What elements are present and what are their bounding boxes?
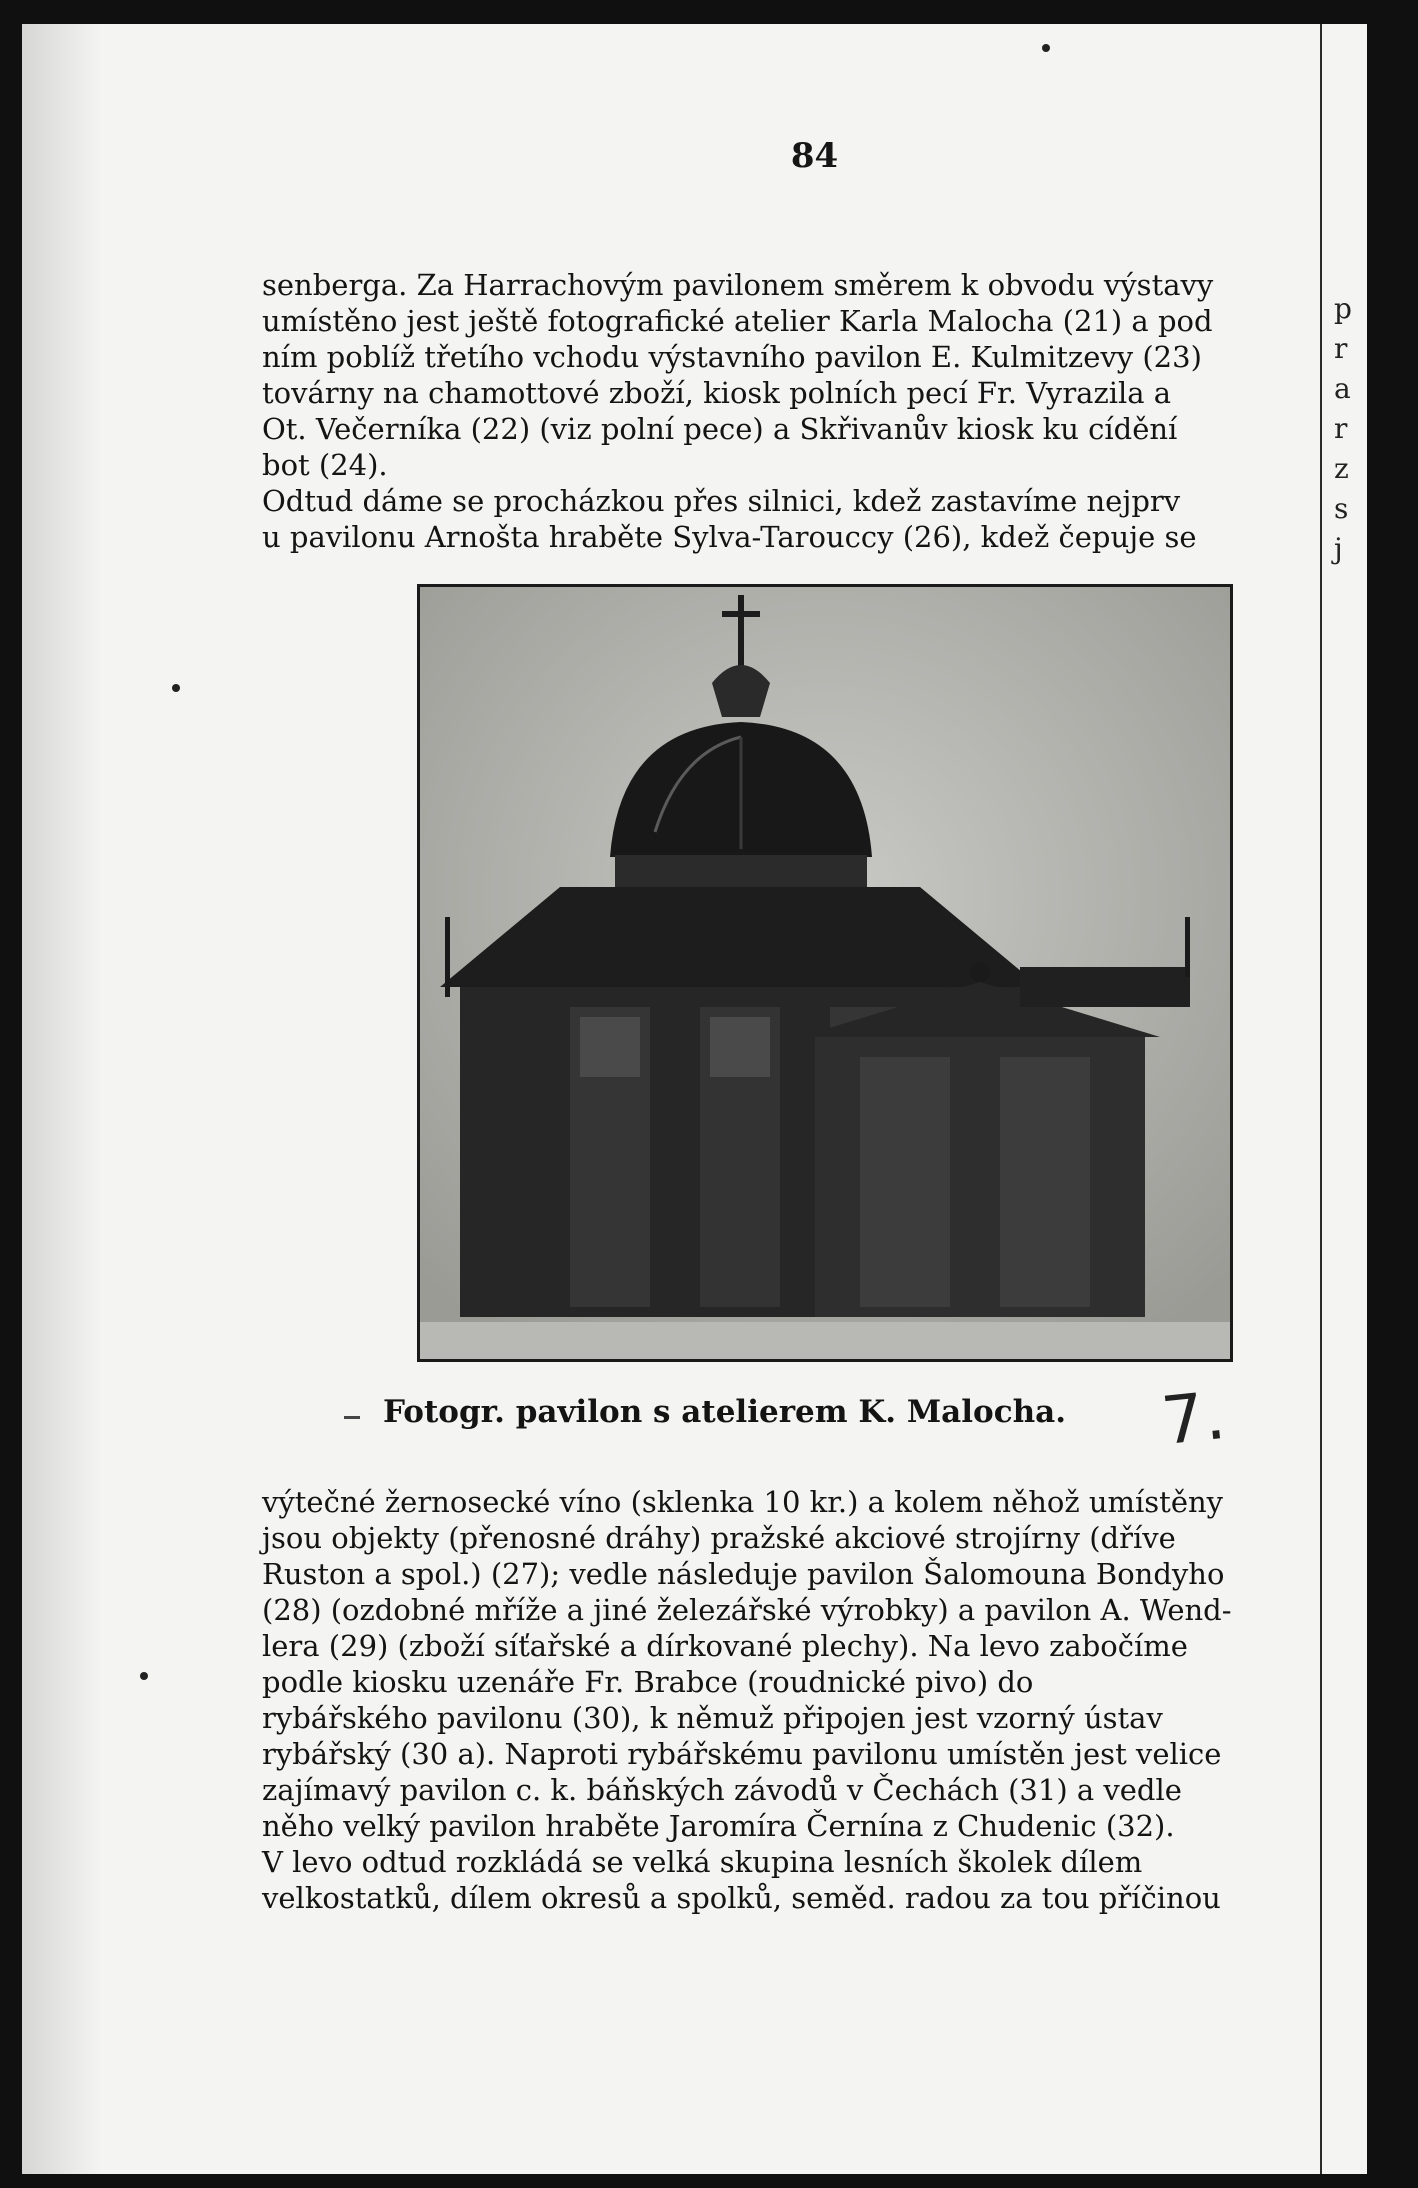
margin-dot	[140, 1672, 148, 1680]
page-number: 84	[790, 136, 839, 176]
pavilion-photograph	[417, 584, 1233, 1362]
adjacent-page-edge	[1320, 24, 1367, 2174]
paragraph-top: senberga. Za Harrachovým pavilonem směrem k obvodu výstavy umístěno jest ještě fotografické atelier Karla Malocha (21) a pod ním poblíž třetího vchodu výstavního pavilon E. Kulmitzevy (23) továrny na chamottové zboží, kiosk polních pecí Fr. Vyrazila a Ot. Večerníka (22) (viz polní pece) a Skřivanův kiosk ku cídění bot (24). Odtud dáme se procházkou přes silnici, kdež zastavíme nejprv u pavilonu Arnošta hraběte Sylva-Tarouccy (26), kdež čepuje se	[262, 268, 1214, 554]
figure-caption: Fotogr. pavilon s atelierem K. Malocha.	[382, 1394, 1067, 1430]
margin-dot	[1042, 44, 1050, 52]
document-page	[22, 24, 1367, 2174]
handwritten-number: 7.	[1158, 1376, 1229, 1461]
edge-letter: r	[1334, 412, 1348, 445]
pavilion-illustration	[420, 587, 1230, 1359]
edge-letter: j	[1334, 532, 1343, 565]
edge-letter: r	[1334, 332, 1348, 365]
page-edge-shadow	[22, 24, 102, 2174]
paragraph-bottom: výtečné žernosecké víno (sklenka 10 kr.) a kolem něhož umístěny jsou objekty (přenosné dráhy) pražské akciové strojírny (dříve Ruston a spol.) (27); vedle následuje pavilon Šalomouna Bondyho (28) (ozdobné mříže a jiné železářské výrobky) a pavilon A. Wend- lera (29) (zboží síťařské a dírkované plechy). Na levo zabočíme podle kiosku uzenáře Fr. Brabce (roudnické pivo) do rybářského pavilonu (30), k němuž připojen jest vzorný ústav rybářský (30 a). Naproti rybářskému pavilonu umístěn jest velice zajímavý pavilon c. k. báňských závodů v Čechách (31) a vedle něho velký pavilon hraběte Jaromíra Černína z Chudenic (32). V levo odtud rozkládá se velká skupina lesních školek dílem velkostatků, dílem okresů a spolků, seměd. radou za tou příčinou	[262, 1485, 1232, 1915]
edge-letter: a	[1334, 372, 1351, 405]
edge-letter: z	[1334, 452, 1349, 485]
edge-letter: p	[1334, 292, 1352, 325]
margin-dot	[172, 684, 180, 692]
edge-letter: s	[1334, 492, 1349, 525]
